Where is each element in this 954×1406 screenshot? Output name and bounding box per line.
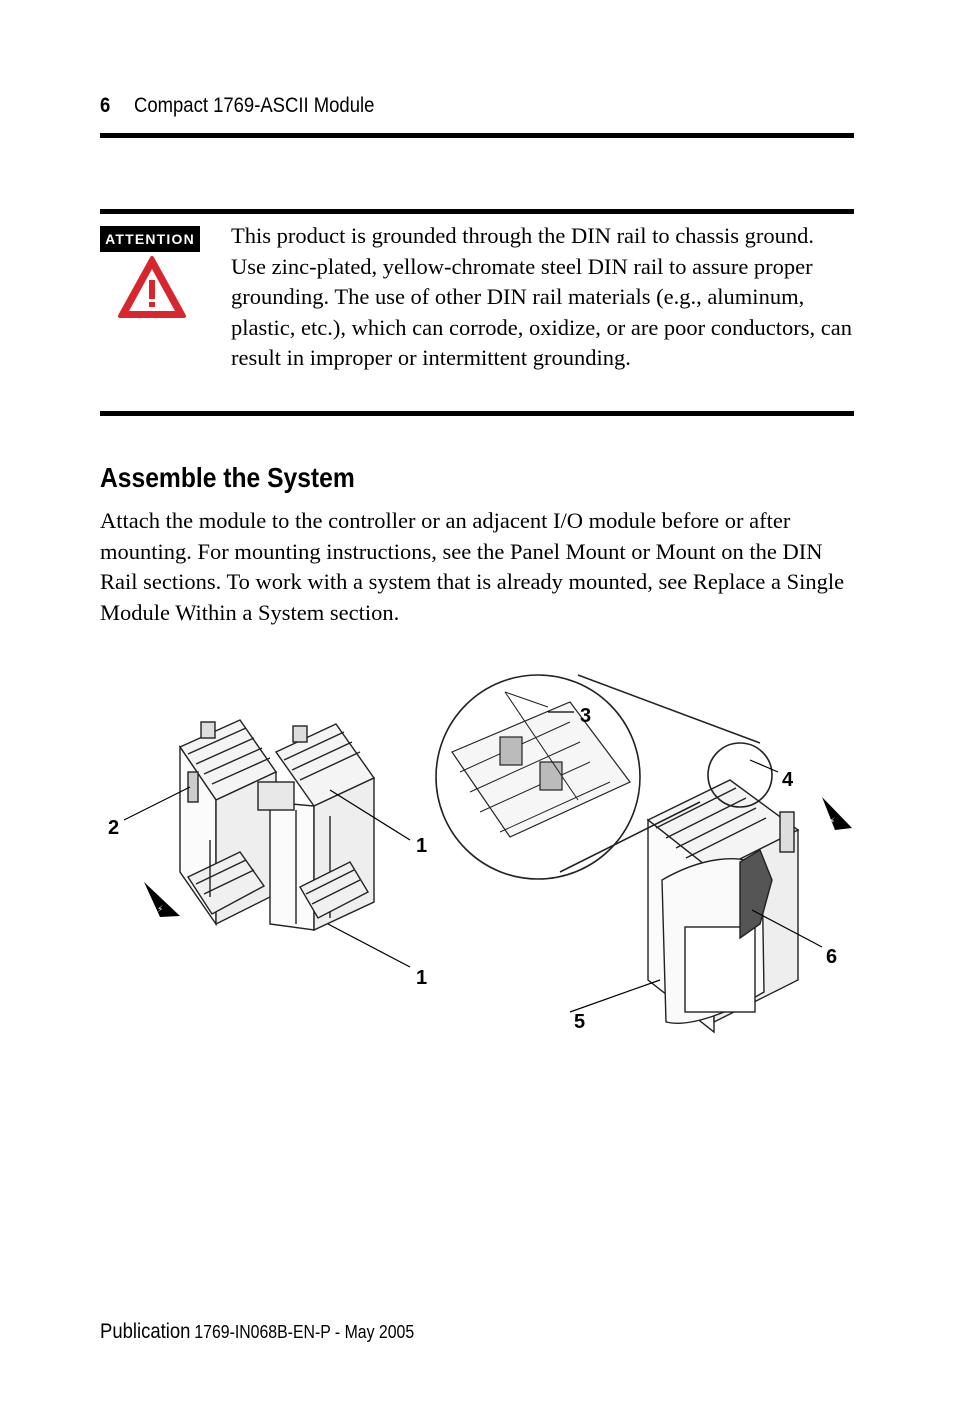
callout-1-top: 1 — [416, 835, 428, 857]
module-illustration-left — [180, 720, 374, 930]
module-illustration-right — [648, 780, 798, 1032]
footer-publication: 1769-IN068B-EN-P - May 2005 — [194, 1322, 415, 1342]
callout-2: 2 — [108, 817, 120, 839]
esd-warning-icon — [144, 882, 180, 917]
section-heading: Assemble the System — [100, 462, 355, 493]
footer-label: Publication — [100, 1320, 191, 1343]
svg-text:⚡: ⚡ — [157, 905, 164, 915]
callout-4: 4 — [782, 769, 794, 791]
callout-3: 3 — [580, 705, 592, 727]
running-header — [100, 94, 854, 124]
callout-6: 6 — [826, 946, 838, 968]
section-body: Attach the module to the controller or an adjacent I/O module before or after mounting. For mounting instructions, see the Panel Mount or Mount on the DIN Rail sections. To work with a system that is already mounted, see Replace a Single Module Within a System section. — [100, 508, 845, 625]
attention-badge: ATTENTION — [100, 226, 200, 252]
header-title: Compact 1769-ASCII Module — [134, 94, 375, 117]
header-rule — [100, 133, 854, 138]
warning-triangle-icon — [117, 255, 187, 319]
attention-box — [100, 209, 854, 417]
callout-5: 5 — [574, 1011, 586, 1033]
assembly-figure — [100, 662, 860, 1042]
attention-top-rule — [100, 209, 854, 214]
callout-1-bottom: 1 — [416, 967, 428, 989]
page-number: 6 — [100, 94, 110, 117]
attention-bottom-rule — [100, 411, 854, 416]
svg-text:⚡: ⚡ — [829, 817, 836, 827]
esd-warning-icon — [822, 797, 852, 830]
footer — [100, 1320, 414, 1344]
attention-text: This product is grounded through the DIN rail to chassis ground. Use zinc-plated, yellow-chromate steel DIN rail to assure proper grounding. The use of other DIN rail materials (e.g., aluminum, plastic, etc.), which can corrode, oxidize, or are poor conductors, can result in improper or intermittent grounding. — [231, 223, 852, 371]
